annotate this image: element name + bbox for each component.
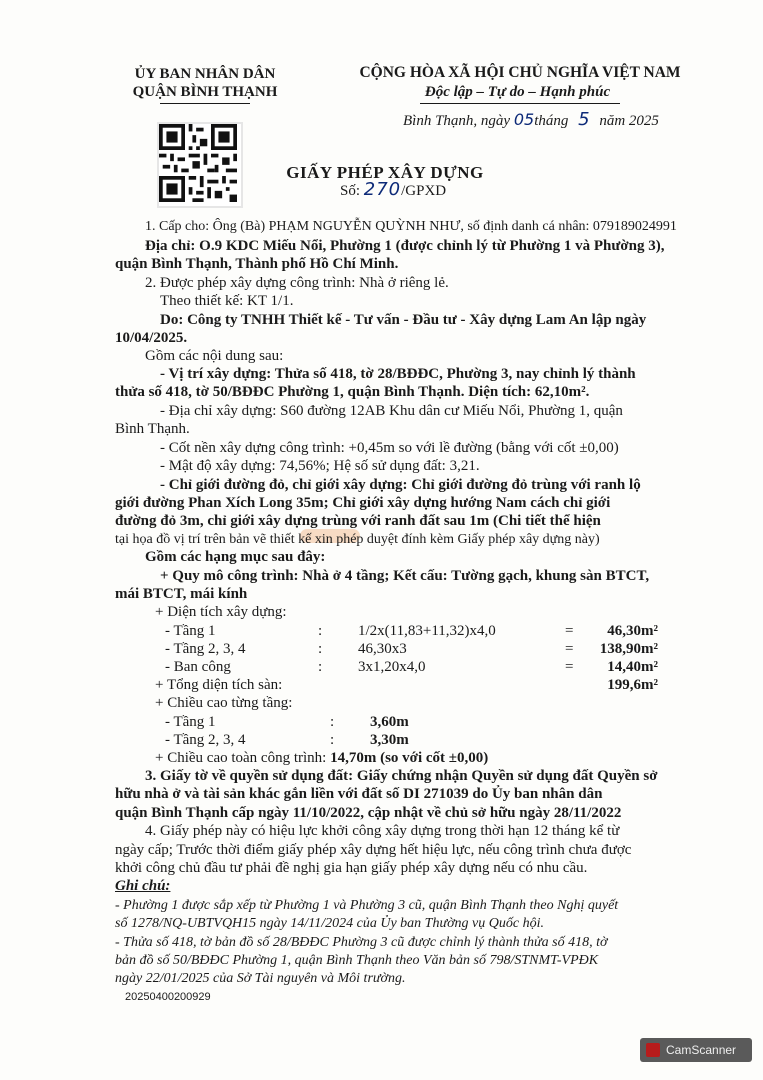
permit-number [340, 179, 446, 200]
permit-number-label: Số: [340, 183, 361, 199]
note-1: - Phường 1 được sắp xếp từ Phường 1 và Phường 3 cũ, quận Bình Thạnh theo Nghị quyết [115, 898, 619, 913]
height-row-label: - Tầng 1 [165, 714, 216, 730]
area-row-eq: = [565, 623, 574, 639]
site-address-2: Bình Thạnh. [115, 421, 190, 437]
scanner-watermark [640, 1038, 752, 1062]
area-row-label: - Tầng 1 [165, 623, 216, 639]
national-motto: Độc lập – Tự do – Hạnh phúc [424, 84, 611, 100]
area-row-label: - Tầng 2, 3, 4 [165, 641, 246, 657]
area-row-value: 46,30m² [607, 623, 658, 639]
validity-line-3: khởi công chủ đầu tư phải đề nghị gia hạn giấy phép xây dựng nếu có nhu cầu. [115, 860, 588, 876]
area-row-value: 14,40m² [607, 659, 658, 675]
area-row-colon: : [318, 641, 323, 657]
document-code: 20250400200929 [125, 991, 211, 1003]
density-line: - Mật độ xây dựng: 74,56%; Hệ số sử dụng đất: 3,21. [160, 458, 480, 474]
agency-underline [160, 103, 250, 104]
agency-district: QUẬN BÌNH THẠNH [132, 84, 278, 100]
area-row-formula: 46,30x3 [358, 641, 407, 657]
total-height-label: + Chiều cao toàn công trình: [155, 750, 327, 766]
boundary-line-4: tại họa đồ vị trí trên bản vẽ thiết kế xin phép duyệt đính kèm Giấy phép xây dựng này) [115, 532, 600, 547]
scanner-logo-icon [646, 1043, 660, 1057]
area-row-eq: = [565, 641, 574, 657]
total-floor-area-value: 199,6m² [607, 677, 658, 693]
permit-number-suffix: /GPXD [401, 183, 447, 199]
date-place: Bình Thạnh, ngày [403, 113, 511, 129]
grantee-line: 1. Cấp cho: Ông (Bà) PHẠM NGUYỄN QUỲNH NHƯ, số định danh cá nhân: 079189024991 [145, 219, 677, 234]
scanner-label: CamScanner [666, 1043, 737, 1057]
items-heading: Gồm các hạng mục sau đây: [145, 549, 326, 565]
motto-underline [420, 103, 620, 104]
validity-line-2: ngày cấp; Trước thời điểm giấy phép xây dựng hết hiệu lực, nếu công trình chưa được [115, 842, 632, 858]
height-row-value: 3,60m [370, 714, 409, 730]
date-day: 05 [513, 110, 535, 129]
note-2c: ngày 22/01/2025 của Sở Tài nguyên và Môi trường. [115, 971, 406, 986]
scale-line: + Quy mô công trình: Nhà ở 4 tầng; Kết cấu: Tường gạch, khung sàn BTCT, [160, 568, 650, 584]
agency-name: ỦY BAN NHÂN DÂN [134, 66, 276, 82]
permitted-work: 2. Được phép xây dựng công trình: Nhà ở riêng lẻ. [145, 275, 449, 291]
issue-date [403, 109, 659, 130]
boundary-line-3: đường đỏ 3m, chỉ giới xây dựng trùng với ranh đất sau 1m (Chi tiết thể hiện [115, 513, 601, 529]
qr-code [157, 122, 243, 208]
total-height [155, 750, 488, 767]
page-title: GIẤY PHÉP XÂY DỰNG [286, 163, 484, 182]
date-month: 5 [578, 109, 590, 130]
land-doc-line-2: hữu nhà ở và tài sản khác gắn liền với đất số DI 271039 do Ủy ban nhân dân [115, 786, 603, 802]
designer-line: Do: Công ty TNHH Thiết kế - Tư vấn - Đầu tư - Xây dựng Lam An lập ngày [160, 312, 647, 328]
area-row-colon: : [318, 659, 323, 675]
scale-line-2: mái BTCT, mái kính [115, 586, 248, 602]
notes-heading: Ghi chú: [115, 878, 171, 894]
area-row-value: 138,90m² [599, 641, 658, 657]
area-row-formula: 1/2x(11,83+11,32)x4,0 [358, 623, 496, 639]
boundary-line-2: giới đường Phan Xích Long 35m; Chỉ giới xây dựng hướng Nam cách chỉ giới [115, 495, 611, 511]
location-line: - Vị trí xây dựng: Thửa số 418, tờ 28/BĐĐC, Phường 3, nay chỉnh lý thành [160, 366, 636, 382]
note-2: - Thửa số 418, tờ bản đồ số 28/BĐĐC Phường 3 cũ được chỉnh lý thành thửa số 418, tờ [115, 935, 608, 950]
contents-heading: Gồm các nội dung sau: [145, 348, 284, 364]
floor-height-heading: + Chiều cao từng tầng: [155, 695, 293, 711]
boundary-line: - Chỉ giới đường đỏ, chỉ giới xây dựng: Chỉ giới đường đỏ trùng với ranh lộ [160, 477, 641, 493]
area-row-colon: : [318, 623, 323, 639]
area-row-formula: 3x1,20x4,0 [358, 659, 426, 675]
design-ref: Theo thiết kế: KT 1/1. [160, 293, 294, 309]
location-line-2: thửa số 418, tờ 50/BĐĐC Phường 1, quận Bình Thạnh. Diện tích: 62,10m². [115, 384, 590, 400]
height-row-value: 3,30m [370, 732, 409, 748]
date-year: năm 2025 [599, 113, 659, 129]
height-row-colon: : [330, 714, 335, 730]
site-address: - Địa chỉ xây dựng: S60 đường 12AB Khu dân cư Miếu Nổi, Phường 1, quận [160, 403, 623, 419]
land-doc-line-3: quận Bình Thạnh cấp ngày 11/10/2022, cập nhật về chủ sở hữu ngày 28/11/2022 [115, 805, 622, 821]
foundation-level: - Cốt nền xây dựng công trình: +0,45m so với lề đường (bằng với cốt ±0,00) [160, 440, 619, 456]
area-heading: + Diện tích xây dựng: [155, 604, 287, 620]
validity-line: 4. Giấy phép này có hiệu lực khởi công xây dựng trong thời hạn 12 tháng kể từ [145, 823, 620, 839]
address-line: Địa chỉ: O.9 KDC Miếu Nổi, Phường 1 (được chỉnh lý từ Phường 1 và Phường 3), [145, 238, 665, 254]
note-1b: số 1278/NQ-UBTVQH15 ngày 14/11/2024 của Ủy ban Thường vụ Quốc hội. [115, 916, 544, 931]
address-line-2: quận Bình Thạnh, Thành phố Hồ Chí Minh. [115, 256, 399, 272]
area-row-eq: = [565, 659, 574, 675]
permit-number-value: 270 [363, 179, 402, 200]
height-row-label: - Tầng 2, 3, 4 [165, 732, 246, 748]
height-row-colon: : [330, 732, 335, 748]
land-doc-line: 3. Giấy tờ về quyền sử dụng đất: Giấy chứng nhận Quyền sử dụng đất Quyền sở [145, 768, 658, 784]
note-2b: bản đồ số 50/BĐĐC Phường 1, quận Bình Thạnh theo Văn bản số 798/STNMT-VPĐK [115, 953, 599, 968]
total-height-value: 14,70m (so với cốt ±0,00) [330, 750, 489, 766]
area-row-label: - Ban công [165, 659, 231, 675]
designer-date: 10/04/2025. [115, 330, 188, 346]
total-floor-area-label: + Tổng diện tích sàn: [155, 677, 283, 693]
date-month-label: tháng [534, 113, 569, 129]
qr-code-icon [159, 124, 237, 202]
national-title: CỘNG HÒA XÃ HỘI CHỦ NGHĨA VIỆT NAM [359, 64, 681, 81]
